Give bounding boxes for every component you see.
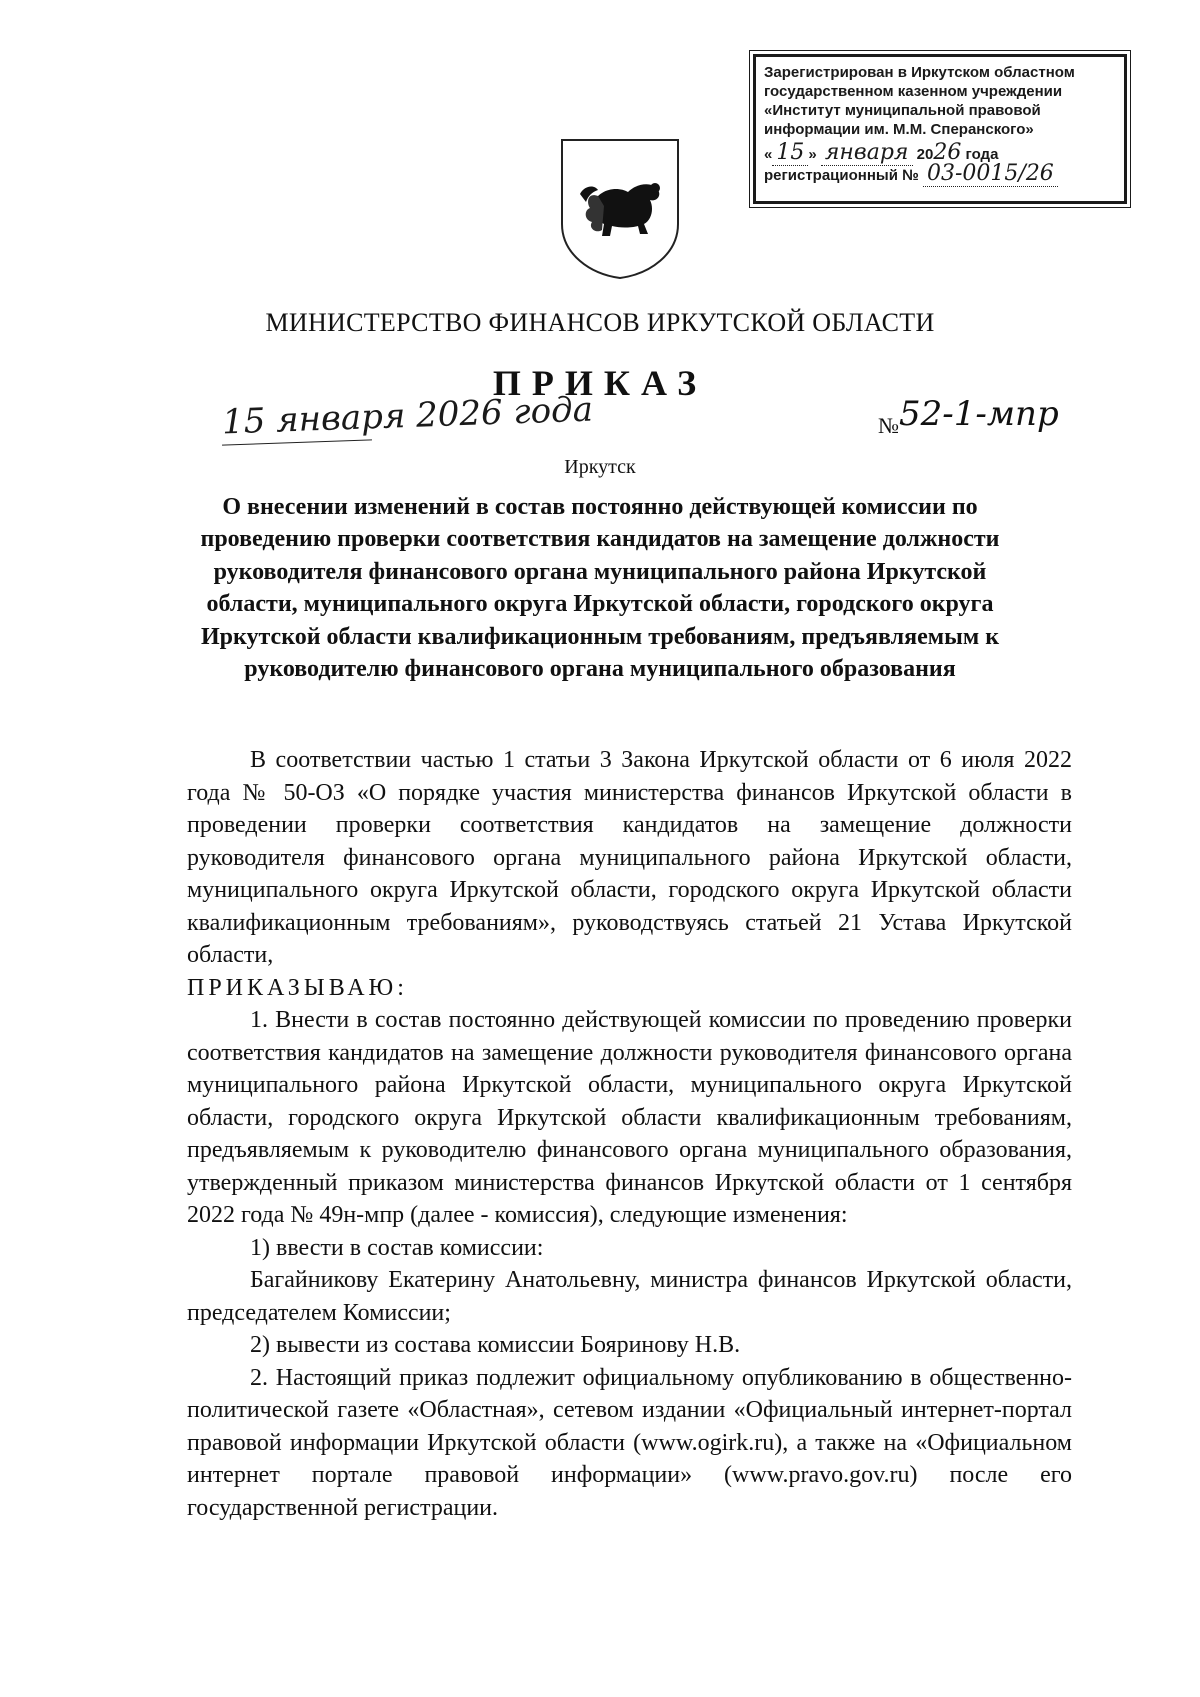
sub-item-1: 1) ввести в состав комиссии:: [250, 1234, 544, 1261]
sub-item-1-text: Багайникову Екатерину Анатольевну, министра финансов Иркутской области, председателем Комиссии;: [187, 1267, 1072, 1326]
document-type: ПРИКАЗ: [492, 363, 708, 403]
stamp-line-1: Зарегистрирован в Иркутском областном: [764, 64, 1075, 81]
number-label: №: [878, 413, 899, 438]
registration-stamp: [753, 54, 1127, 204]
document-title: О внесении изменений в состав постоянно действующей комиссии по проведению проверки соответствия кандидатов на замещение должности руководителя финансового органа муниципального района Иркутской области, муниципального округа Иркутской области, городского округа Иркутской области квалификационным требованиям, предъявляемым к руководителю финансового органа муниципального образования: [200, 494, 1000, 683]
stamp-year-word: года: [965, 146, 999, 163]
order-word: ПРИКАЗЫВАЮ:: [187, 974, 408, 1001]
city: Иркутск: [564, 456, 636, 478]
stamp-month: января: [821, 140, 913, 166]
stamp-date: « 15 » января 2026 года: [764, 140, 999, 165]
stamp-registration: [764, 161, 1116, 186]
stamp-day: 15: [772, 140, 808, 166]
order-number: [878, 394, 1059, 442]
coat-of-arms-icon: [558, 136, 682, 281]
stamp-line-4: информации им. М.М. Сперанского»: [764, 121, 1034, 138]
stamp-year-suffix: 26: [933, 140, 962, 165]
preamble-paragraph: В соответствии частью 1 статьи 3 Закона Иркутской области от 6 июля 2022 года № 50-ОЗ «О порядке участия министерства финансов Иркутской области в проведении проверки соответствия кандидатов на замещение должности руководителя финансового органа муниципального района Иркутской области, муниципального округа Иркутской области, городского округа Иркутской области квалификационным требованиям», руководствуясь статьей 21 Устава Иркутской области,: [187, 747, 1072, 968]
stamp-reg-label: регистрационный №: [764, 167, 919, 184]
handwritten-number: 52-1-мпр: [899, 394, 1059, 434]
sub-item-2: 2) вывести из состава комиссии Бояринову Н.В.: [250, 1332, 741, 1358]
stamp-line-3: «Институт муниципальной правовой: [764, 102, 1041, 119]
item-1-paragraph: 1. Внести в состав постоянно действующей комиссии по проведению проверки соответствия кандидатов на замещение должности руководителя финансового органа муниципального района Иркутской области, муниципального округа Иркутской области, городского округа Иркутской области квалификационным требованиям, предъявляемым к руководителю финансового органа муниципального образования, утвержденный приказом министерства финансов Иркутской области от 1 сентября 2022 года № 49н-мпр (далее - комиссия), следующие изменения:: [187, 1007, 1072, 1228]
stamp-reg-number: 03-0015/26: [923, 161, 1058, 187]
document-body: [187, 744, 1072, 1524]
stamp-line-2: государственном казенном учреждении: [764, 83, 1063, 100]
ministry-name: МИНИСТЕРСТВО ФИНАНСОВ ИРКУТСКОЙ ОБЛАСТИ: [265, 308, 935, 337]
handwritten-date: 15 января 2026 года: [221, 389, 594, 443]
stamp-year-prefix: 20: [916, 146, 934, 163]
item-2-paragraph: 2. Настоящий приказ подлежит официальному опубликованию в общественно-политической газете «Областная», сетевом издании «Официальный интернет-портал правовой информации Иркутской области (www.ogirk.ru), а также на «Официальном интернет портале правовой информации» (www.pravo.gov.ru) после его государственной регистрации.: [187, 1364, 1072, 1521]
